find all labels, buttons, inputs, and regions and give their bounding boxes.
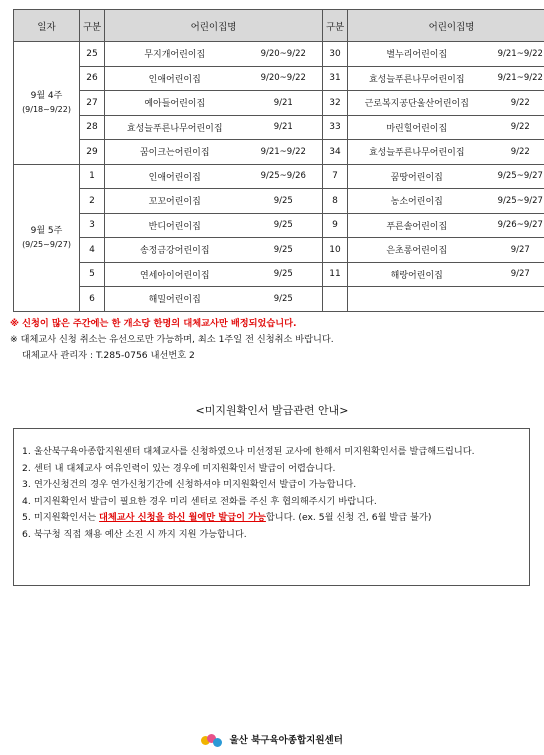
date-left: 9/25~9/26 xyxy=(245,164,323,189)
table-row xyxy=(14,66,544,91)
week4-period-cell xyxy=(14,42,80,165)
date-left: 9/21 xyxy=(245,115,323,140)
row-number-left: 28 xyxy=(80,115,105,140)
notice-contact: 대체교사 관리자 : T.285-0756 내선번호 2 xyxy=(22,350,195,361)
center-name-left: 해밀어린이집 xyxy=(105,287,245,312)
date-right: 9/25~9/27 xyxy=(486,189,544,214)
row-number-left: 5 xyxy=(80,262,105,287)
table-row xyxy=(14,42,544,67)
center-name-right: 효성늘푸른나무어린이집 xyxy=(348,140,486,165)
table-row xyxy=(14,140,544,165)
table-row xyxy=(14,262,544,287)
footer-org-name: 울산 북구육아종합지원센터 xyxy=(229,735,343,746)
notes-section xyxy=(10,316,334,364)
center-name-left: 인애어린이집 xyxy=(105,164,245,189)
date-left: 9/25 xyxy=(245,262,323,287)
center-name-right: 푸른솔어린이집 xyxy=(348,213,486,238)
guide-item-number: 2. xyxy=(22,462,31,474)
row-number-left: 1 xyxy=(80,164,105,189)
center-name-left: 예아들어린이집 xyxy=(105,91,245,116)
center-name-left: 연세아이어린이집 xyxy=(105,262,245,287)
center-name-left: 효성늘푸른나무어린이집 xyxy=(105,115,245,140)
guide-item-number: 6. xyxy=(22,528,31,540)
row-number-left: 29 xyxy=(80,140,105,165)
header-gubun-1: 구분 xyxy=(80,10,105,42)
guide-item xyxy=(22,444,519,461)
guide-item-hl: 대체교사 신청을 하신 월에만 발급이 가능 xyxy=(99,512,266,523)
table-row xyxy=(14,189,544,214)
center-name-right: 농소어린이집 xyxy=(348,189,486,214)
row-number-left: 3 xyxy=(80,213,105,238)
row-number-right: 11 xyxy=(323,262,348,287)
notice-cancel: ※ 대체교사 신청 취소는 유선으로만 가능하며, 최소 1주일 전 신청취소 바랍니다. xyxy=(10,334,334,345)
guide-item xyxy=(22,494,519,511)
guide-item xyxy=(22,461,519,478)
date-left: 9/21 xyxy=(245,91,323,116)
row-number-right: 34 xyxy=(323,140,348,165)
period-range: (9/25~9/27) xyxy=(22,239,71,249)
header-name-1: 어린이집명 xyxy=(105,10,323,42)
row-number-left: 6 xyxy=(80,287,105,312)
date-left: 9/25 xyxy=(245,287,323,312)
table-header-row xyxy=(14,10,544,42)
center-name-right: 은초롱어린이집 xyxy=(348,238,486,263)
notice-red: ※ 신청이 많은 주간에는 한 개소당 한명의 대체교사만 배정되었습니다. xyxy=(10,318,297,329)
row-number-left: 27 xyxy=(80,91,105,116)
center-name-right: 마린힐어린이집 xyxy=(348,115,486,140)
table-row xyxy=(14,287,544,312)
date-right: 9/22 xyxy=(486,91,544,116)
guide-item-text: 울산북구육아종합지원센터 대체교사를 신청하였으나 미선정된 교사에 한해서 미지원확인서를 발급해드립니다. xyxy=(34,446,475,457)
date-left: 9/25 xyxy=(245,238,323,263)
guide-item xyxy=(22,510,519,527)
guide-item xyxy=(22,527,519,544)
row-number-right: 8 xyxy=(323,189,348,214)
center-name-right: 근로복지공단울산어린이집 xyxy=(348,91,486,116)
row-number-right: 32 xyxy=(323,91,348,116)
row-number-left: 4 xyxy=(80,238,105,263)
row-number-left: 2 xyxy=(80,189,105,214)
date-left: 9/20~9/22 xyxy=(245,42,323,67)
date-right: 9/21~9/22 xyxy=(486,66,544,91)
center-name-left: 무지개어린이집 xyxy=(105,42,245,67)
date-right: 9/27 xyxy=(486,238,544,263)
row-number-right: 7 xyxy=(323,164,348,189)
footer xyxy=(0,732,544,748)
guide-item-number: 5. xyxy=(22,512,31,523)
date-right: 9/21~9/22 xyxy=(486,42,544,67)
header-name-2: 어린이집명 xyxy=(348,10,544,42)
date-left: 9/20~9/22 xyxy=(245,66,323,91)
period-label: 9월 4주 xyxy=(30,90,63,101)
center-name-left: 꼬꼬어린이집 xyxy=(105,189,245,214)
center-name-right: 꿈땅어린이집 xyxy=(348,164,486,189)
row-number-left: 26 xyxy=(80,66,105,91)
header-period: 일자 xyxy=(14,10,80,42)
date-right xyxy=(486,287,544,312)
guide-box xyxy=(13,428,530,586)
guide-item-text: 북구청 직접 채용 예산 소진 시 까지 지원 가능합니다. xyxy=(34,528,247,540)
period-range: (9/18~9/22) xyxy=(22,104,71,114)
row-number-right: 33 xyxy=(323,115,348,140)
guide-item-post: 합니다. (ex. 5월 신청 건, 6월 발급 불가) xyxy=(265,512,432,523)
period-label: 9월 5주 xyxy=(30,225,63,236)
row-number-right: 10 xyxy=(323,238,348,263)
table-row xyxy=(14,238,544,263)
header-gubun-2: 구분 xyxy=(323,10,348,42)
schedule-table xyxy=(13,9,544,312)
date-right: 9/22 xyxy=(486,140,544,165)
table-row xyxy=(14,164,544,189)
date-left: 9/25 xyxy=(245,213,323,238)
date-left: 9/21~9/22 xyxy=(245,140,323,165)
center-name-left: 인애어린이집 xyxy=(105,66,245,91)
date-right: 9/22 xyxy=(486,115,544,140)
row-number-right: 9 xyxy=(323,213,348,238)
center-name-right xyxy=(348,287,486,312)
guide-item-number: 3. xyxy=(22,479,31,490)
date-right: 9/26~9/27 xyxy=(486,213,544,238)
center-name-left: 꿈이크는어린이집 xyxy=(105,140,245,165)
table-row xyxy=(14,91,544,116)
guide-item-number: 4. xyxy=(22,495,31,507)
guide-title: <미지원확인서 발급관련 안내> xyxy=(195,404,349,417)
guide-list xyxy=(14,429,529,543)
table-row xyxy=(14,115,544,140)
table-row xyxy=(14,213,544,238)
row-number-right: 31 xyxy=(323,66,348,91)
colorful-dots-logo-icon xyxy=(201,734,223,748)
date-right: 9/25~9/27 xyxy=(486,164,544,189)
guide-item-text: 미지원확인서 발급이 필요한 경우 미리 센터로 전화를 주신 후 협의해주시기 바랍니다. xyxy=(34,495,377,507)
center-name-left: 반디어린이집 xyxy=(105,213,245,238)
row-number-right: 30 xyxy=(323,42,348,67)
row-number-left: 25 xyxy=(80,42,105,67)
date-left: 9/25 xyxy=(245,189,323,214)
guide-item-text: 센터 내 대체교사 여유인력이 있는 경우에 미지원확인서 발급이 어렵습니다. xyxy=(34,462,336,474)
guide-item-text: 연가신청건의 경우 연가신청기간에 신청하셔야 미지원확인서 발급이 가능합니다. xyxy=(34,479,357,490)
guide-item xyxy=(22,477,519,494)
date-right: 9/27 xyxy=(486,262,544,287)
center-name-right: 별누리어린이집 xyxy=(348,42,486,67)
week5-period-cell xyxy=(14,164,80,311)
guide-item-number: 1. xyxy=(22,446,31,457)
center-name-right: 해랑어린이집 xyxy=(348,262,486,287)
guide-item-pre: 미지원확인서는 xyxy=(34,512,100,523)
center-name-left: 송정금강어린이집 xyxy=(105,238,245,263)
center-name-right: 효성늘푸른나무어린이집 xyxy=(348,66,486,91)
row-number-right xyxy=(323,287,348,312)
